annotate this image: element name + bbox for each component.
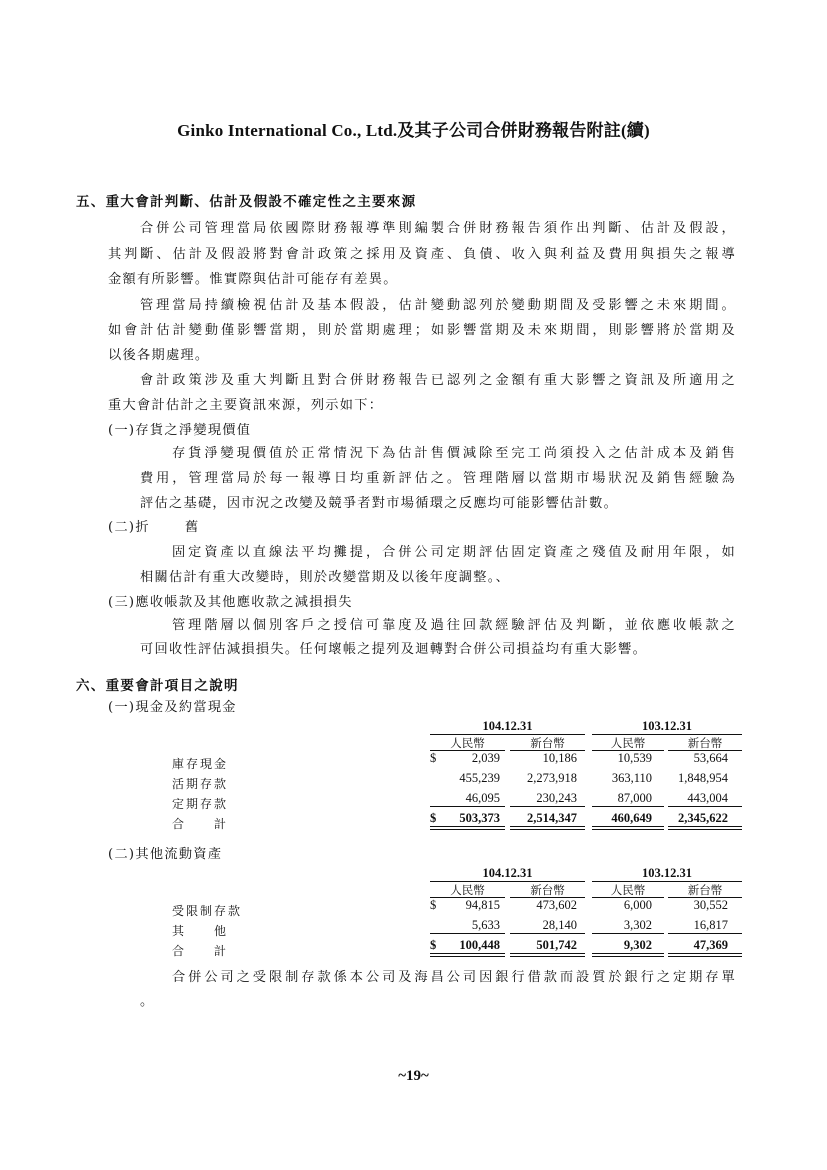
currency-symbol: $ — [430, 811, 437, 825]
table-cell: 443,004 — [687, 791, 728, 805]
paragraph-line: 評估之基礎，因市況之改變及競爭者對市場循環之反應均可能影響估計數。 — [140, 496, 619, 511]
currency-symbol: $ — [430, 938, 437, 952]
row-label: 其 他 — [172, 924, 229, 938]
table-cell: 10,186 — [542, 751, 577, 765]
total-cell: 2,514,347 — [527, 811, 577, 825]
period-header: 104.12.31 — [482, 719, 533, 733]
column-header: 新台幣 — [530, 883, 565, 897]
subsection-title: 舊 — [185, 520, 200, 535]
row-label: 庫存現金 — [172, 757, 229, 771]
subsection-title: (一)存貨之淨變現價值 — [108, 423, 252, 438]
paragraph-line: 相關估計有重大改變時，則於改變當期及以後年度調整。、 — [140, 570, 511, 585]
table-cell: 3,302 — [623, 918, 652, 932]
table-cell: 5,633 — [471, 918, 500, 932]
column-header: 人民幣 — [610, 883, 646, 897]
currency-symbol: $ — [430, 751, 437, 765]
table-cell: 53,664 — [693, 751, 728, 765]
subsection-title: (一)現金及約當現金 — [108, 700, 237, 715]
period-header: 104.12.31 — [482, 866, 533, 880]
section-5-heading: 五、重大會計判斷、估計及假設不確定性之主要來源 — [76, 194, 417, 210]
total-cell: 9,302 — [623, 938, 652, 952]
total-cell: 501,742 — [536, 938, 577, 952]
page-title: Ginko International Co., Ltd.及其子公司合併財務報告附註(續) — [177, 121, 650, 140]
table-cell: 87,000 — [617, 791, 652, 805]
table-cell: 2,273,918 — [527, 771, 577, 785]
table-cell: 363,110 — [611, 771, 652, 785]
column-header: 新台幣 — [530, 736, 565, 750]
paragraph-line: 固定資產以直線法平均攤提，合併公司定期評估固定資產之殘值及耐用年限，如 — [172, 545, 736, 560]
total-label: 合 計 — [172, 944, 229, 958]
column-header: 人民幣 — [610, 736, 646, 750]
currency-symbol: $ — [430, 898, 437, 912]
paragraph-line: 管理當局持續檢視估計及基本假設，估計變動認列於變動期間及受影響之未來期間。 — [140, 298, 736, 313]
table-cell: 30,552 — [693, 898, 728, 912]
table-cell: 1,848,954 — [678, 771, 728, 785]
column-header: 新台幣 — [687, 883, 723, 897]
paragraph-line: 重大會計估計之主要資訊來源，列示如下： — [108, 398, 384, 413]
paragraph-line: 管理階層以個別客戶之授信可靠度及過往回款經驗評估及判斷，並依應收帳款之 — [172, 618, 736, 633]
period-header: 103.12.31 — [642, 719, 692, 733]
subsection-title: (二)折 — [108, 520, 150, 535]
paragraph-line: 可回收性評估減損損失。任何壞帳之提列及迴轉對合併公司損益均有重大影響。 — [140, 642, 648, 657]
period-header: 103.12.31 — [642, 866, 692, 880]
paragraph-line: 金額有所影響。惟實際與估計可能存有差異。 — [108, 272, 398, 287]
column-header: 人民幣 — [450, 883, 485, 897]
column-header: 人民幣 — [450, 736, 485, 750]
paragraph-line: 費用，管理當局於每一報導日均重新評估之。管理階層以當期市場狀況及銷售經驗為 — [140, 471, 736, 486]
total-cell: 503,373 — [459, 811, 500, 825]
table-cell: 16,817 — [693, 918, 728, 932]
table-cell: 473,602 — [536, 898, 577, 912]
subsection-title: (三)應收帳款及其他應收款之減損損失 — [108, 595, 353, 610]
table-cell: 230,243 — [536, 791, 577, 805]
subsection-title: (二)其他流動資產 — [108, 847, 223, 862]
paragraph-line: 以後各期處理。 — [108, 348, 210, 363]
row-label: 定期存款 — [172, 797, 229, 811]
table-cell: 2,039 — [471, 751, 500, 765]
page-number: ~19~ — [398, 1068, 429, 1084]
total-cell: 460,649 — [611, 811, 652, 825]
table-cell: 10,539 — [617, 751, 652, 765]
table-cell: 455,239 — [459, 771, 500, 785]
row-label: 活期存款 — [172, 777, 229, 791]
footnote-line: 合併公司之受限制存款係本公司及海昌公司因銀行借款而設質於銀行之定期存單 — [172, 970, 736, 985]
paragraph-line: 合併公司管理當局依國際財務報導準則編製合併財務報告須作出判斷、估計及假設， — [140, 221, 736, 236]
paragraph-line: 其判斷、估計及假設將對會計政策之採用及資產、負債、收入與利益及費用與損失之報導 — [108, 247, 736, 262]
paragraph-line: 會計政策涉及重大判斷且對合併財務報告已認列之金額有重大影響之資訊及所適用之 — [140, 373, 736, 388]
section-6-heading: 六、重要會計項目之說明 — [76, 678, 239, 694]
column-header: 新台幣 — [687, 736, 723, 750]
table-cell: 94,815 — [465, 898, 500, 912]
paragraph-line: 存貨淨變現價值於正常情況下為估計售價減除至完工尚須投入之估計成本及銷售 — [172, 446, 736, 461]
total-label: 合 計 — [172, 817, 229, 831]
table-cell: 28,140 — [542, 918, 577, 932]
row-label: 受限制存款 — [172, 904, 243, 918]
total-cell: 47,369 — [693, 938, 728, 952]
table-cell: 6,000 — [623, 898, 652, 912]
paragraph-line: 如會計估計變動僅影響當期，則於當期處理；如影響當期及未來期間，則影響將於當期及 — [108, 323, 736, 338]
total-cell: 2,345,622 — [678, 811, 728, 825]
table-cell: 46,095 — [465, 791, 500, 805]
total-cell: 100,448 — [459, 938, 500, 952]
footnote-line: 。 — [140, 994, 155, 1009]
